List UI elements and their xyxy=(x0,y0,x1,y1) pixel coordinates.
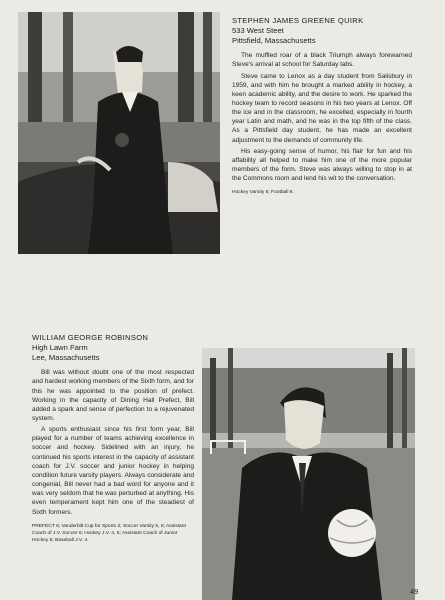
portrait-photo-robinson xyxy=(202,348,415,600)
bio-quirk xyxy=(232,16,412,197)
student-name: WILLIAM GEORGE ROBINSON xyxy=(32,333,149,342)
bio-robinson xyxy=(32,333,194,545)
bio-paragraph: The muffled roar of a black Triumph always forewarned Steve's arrival at school for Saturday labs. xyxy=(232,52,412,69)
bio-paragraph: A sports enthusiast since his first form year, Bill played for a number of teams achieving excellence in soccer and hockey. Sidelined with an injury, he continued his sports interest in the capacity of assistant coach for J.V. soccer and junior hockey in helping condition future varsity players. Always considerate and congenial, Bill never had a bad word for anyone and it was very seldom that he was perturbed at anything. His even temperament kept him one of the steadiest of Sixth formers. xyxy=(32,426,194,516)
student-name: STEPHEN JAMES GREENE QUIRK xyxy=(232,16,364,25)
page-number: 49 xyxy=(410,587,419,596)
portrait-photo-quirk xyxy=(18,12,220,254)
address-line: 533 West Steet xyxy=(232,26,284,35)
address-line: High Lawn Farm xyxy=(32,343,88,352)
bio-paragraph: Steve came to Lenox as a day student from Salisbury in 1959, and with him he brought a marked ability in hockey, a keen academic ability, and the desire to work. He sparked the hockey team to record seasons in his two years at Lenox. Off the ice and in the classroom, he excelled, especially in fourth year Latin and math, and he was in the top fifth of the class. As a Pittsfield day student, he has made an excellent adjustment to the demands of community life. xyxy=(232,72,412,144)
address-line: Lee, Massachusetts xyxy=(32,352,100,362)
activities-list: PREFECT 6; Vanderbilt Cup for Sports 2; Soccer Varsity 5, 6; Assistant Coach of J.V. Soccer 6; Hockey J.V. 4, 5; Assistant Coach of Junior Hockey 6; Baseball J.V. 4. xyxy=(32,523,186,544)
bio-paragraph: Bill was without doubt one of the most respected and hardest working members of the Sixth form, and for this he was appointed to the position of prefect. Working in the capacity of Dining Hall Prefect, Bill added a spark and sense of perfection to a rejuvenated system. xyxy=(32,369,194,422)
activities-list: Hockey Varsity 6; Football 6. xyxy=(232,190,294,196)
address-line: Pittsfield, Massachusetts xyxy=(232,35,316,45)
bio-paragraph: His easy-going sense of humor, his flair for fun and his affability all helped to make him one of the more popular members of the form. Steve was always willing to stop in at the Commons room and lend his wit to the conversation. xyxy=(232,147,412,183)
